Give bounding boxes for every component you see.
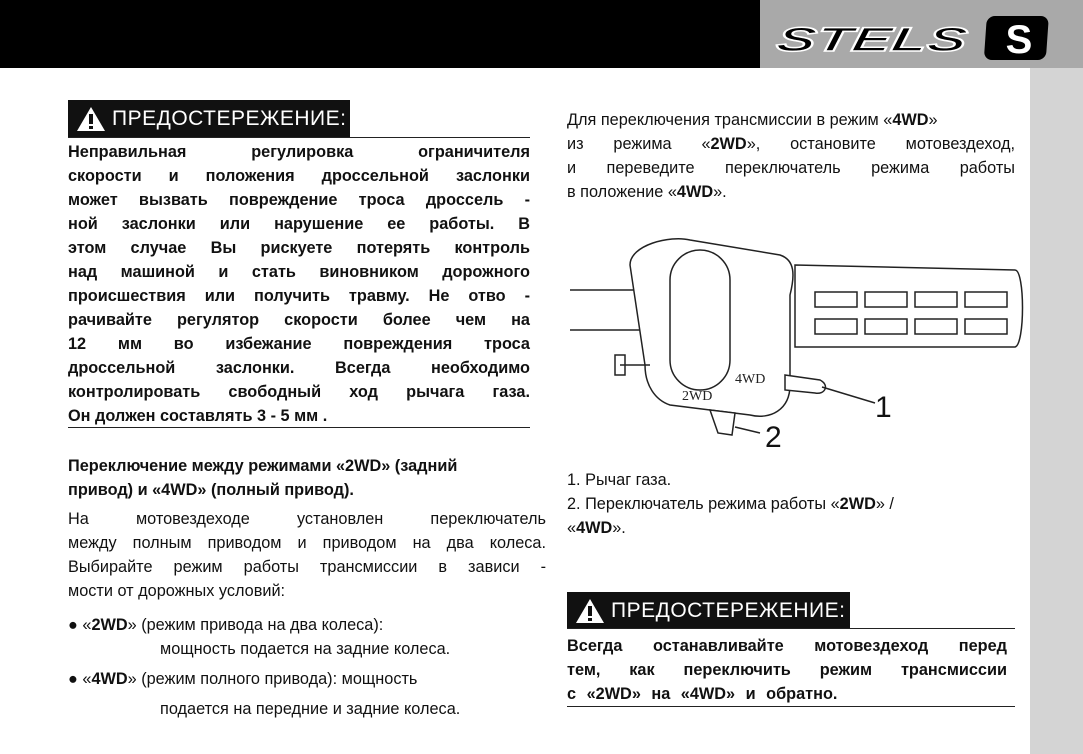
text: в положение « [567,183,677,201]
logo-badge: S [1005,18,1033,62]
caption-1: 1. Рычаг газа. [567,471,672,489]
mode-label: 4WD [91,670,128,688]
text-line: На мотовездеходе установлен переключатель [68,510,546,528]
text-line: контролировать свободный ход рычага газа. [68,383,530,401]
caption-2-cont [567,516,1015,540]
text: 2. Переключатель режима работы « [567,495,840,513]
bullet-continuation: мощность подается на задние колеса. [160,640,451,658]
divider [567,628,1015,629]
text-line [567,180,1015,204]
heading-line: Переключение между режимами «2WD» (задний [68,457,458,475]
text-line [567,108,1015,132]
text: « [567,519,577,537]
callout-1: 1 [875,391,892,424]
text-line: скорости и положения дроссельной заслонки [68,167,530,185]
text-line: может вызвать повреждение троса дроссель - [68,191,530,209]
text: » [928,111,938,129]
label-4wd: 4WD [735,372,766,387]
brand-logo-area [760,0,1083,68]
text: из режима « [567,135,711,153]
warning-title: ПРЕДОСТЕРЕЖЕНИЕ: [112,106,347,130]
divider [68,137,530,138]
header-bar [0,0,760,68]
text-line: мости от дорожных условий: [68,582,286,600]
text-line: Выбирайте режим работы трансмиссии в зависи - [68,558,546,576]
text-line: с «2WD» на «4WD» и обратно. [567,685,838,703]
text: » / [875,495,894,513]
section-heading [68,454,548,502]
side-tab-strip [1030,68,1083,754]
warning-header [68,100,350,137]
mode-label: 4WD [892,111,929,129]
warning-header-2 [567,592,850,629]
bullet-icon: ● [68,616,78,634]
body-text [68,507,546,721]
text: « [77,670,92,688]
divider [68,427,530,428]
warning-text-2 [567,634,1007,706]
divider [567,706,1015,707]
throttle-switch-illustration [560,235,1030,465]
mode-label: 4WD [576,519,613,537]
text: ». [612,519,626,537]
text: » (режим привода на два колеса): [127,616,384,634]
text-line: между полным приводом и приводом на два колеса. [68,534,546,552]
text-line: тем, как переключить режим трансмиссии [567,661,1007,679]
text-line: ной заслонки или нарушение ее работы. В [68,215,530,233]
bullet-4wd [68,667,546,691]
logo-wordmark: STELS [773,21,890,59]
intro-text [567,108,1015,204]
text-line [567,132,1015,156]
mode-label: 2WD [91,616,128,634]
caption-2 [567,492,1015,516]
text-line: Неправильная регулировка ограничителя [68,143,530,161]
callout-2: 2 [765,421,782,454]
text: « [77,616,92,634]
text-line: рачивайте регулятор скорости более чем на [68,311,530,329]
mode-label: 2WD [710,135,747,153]
text-line: и переведите переключатель режима работы [567,159,1015,177]
heading-line: привод) и «4WD» (полный привод). [68,481,354,499]
text-line: происшествия или получить травму. Не отво - [68,287,530,305]
warning-triangle-icon [76,106,106,132]
figure-captions [567,468,1015,540]
warning-triangle-icon [575,598,605,624]
text: », остановите мотовездеход, [746,135,1015,153]
text-line: Он должен составлять 3 - 5 мм . [68,407,328,425]
label-2wd: 2WD [682,389,713,404]
text-line: над машиной и стать виновником дорожного [68,263,530,281]
bullet-continuation: подается на передние и задние колеса. [160,700,461,718]
bullet-icon: ● [68,670,78,688]
text-line: 12 мм во избежание повреждения троса [68,335,530,353]
warning-title: ПРЕДОСТЕРЕЖЕНИЕ: [611,598,846,622]
text: Для переключения трансмиссии в режим « [567,111,893,129]
stels-logo [760,0,1083,68]
text: ». [713,183,727,201]
text-line: этом случае Вы рискуете потерять контроль [68,239,530,257]
mode-label: 2WD [839,495,876,513]
warning-text [68,140,530,428]
bullet-2wd [68,613,546,637]
text: » (режим полного привода): мощность [127,670,418,688]
text-line: дроссельной заслонки. Всегда необходимо [68,359,530,377]
text-line: Всегда останавливайте мотовездеход перед [567,637,1007,655]
mode-label: 4WD [676,183,714,201]
